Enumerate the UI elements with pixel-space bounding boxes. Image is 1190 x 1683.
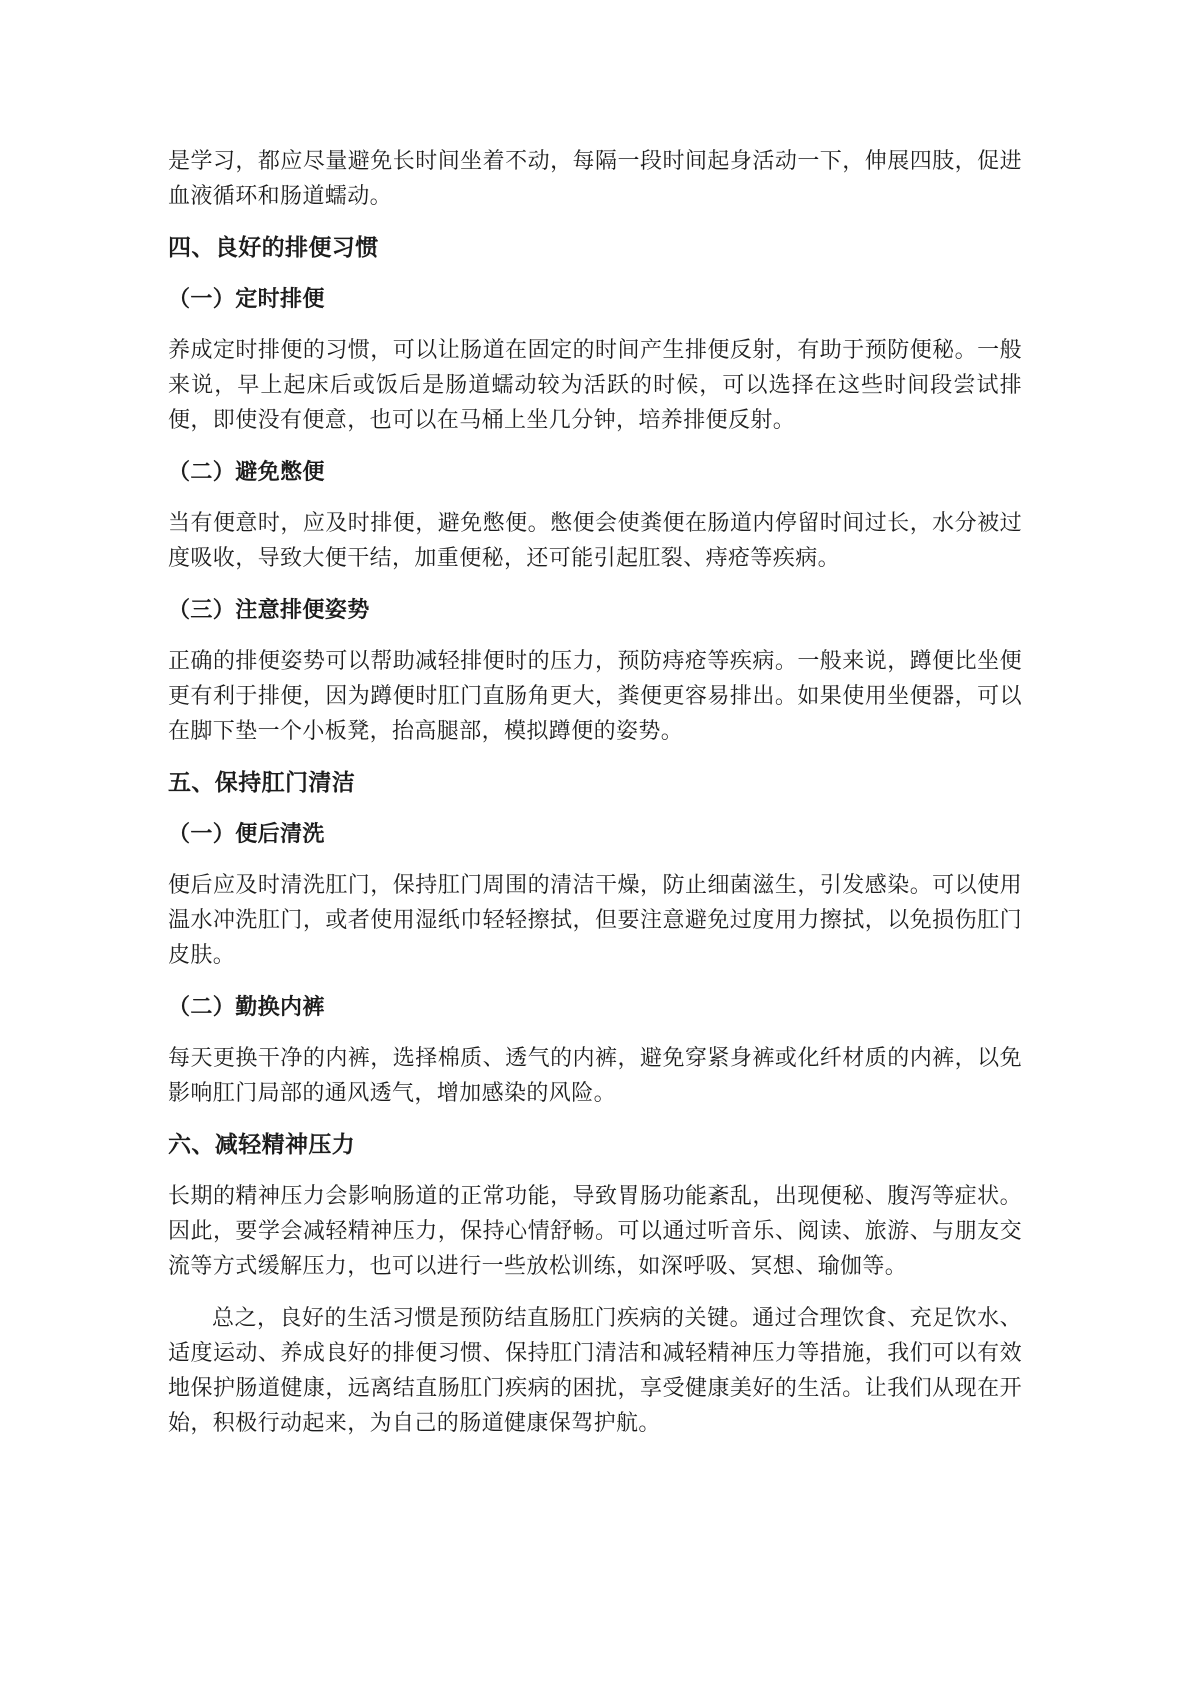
body-paragraph: 是学习，都应尽量避免长时间坐着不动，每隔一段时间起身活动一下，伸展四肢，促进血液循环和肠道蠕动。 — [168, 148, 1022, 208]
section-heading: 四、良好的排便习惯 — [168, 234, 379, 260]
subsection-heading: （二）勤换内裤 — [168, 994, 325, 1019]
body-paragraph: 当有便意时，应及时排便，避免憋便。憋便会使粪便在肠道内停留时间过长，水分被过度吸收，导致大便干结，加重便秘，还可能引起肛裂、痔疮等疾病。 — [168, 510, 1022, 570]
body-paragraph: 长期的精神压力会影响肠道的正常功能，导致胃肠功能紊乱，出现便秘、腹泻等症状。因此，要学会减轻精神压力，保持心情舒畅。可以通过听音乐、阅读、旅游、与朋友交流等方式缓解压力，也可以进行一些放松训练，如深呼吸、冥想、瑜伽等。 — [168, 1183, 1022, 1278]
summary-paragraph: 总之，良好的生活习惯是预防结直肠肛门疾病的关键。通过合理饮食、充足饮水、适度运动、养成良好的排便习惯、保持肛门清洁和减轻精神压力等措施，我们可以有效地保护肠道健康，远离结直肠肛门疾病的困扰，享受健康美好的生活。让我们从现在开始，积极行动起来，为自己的肠道健康保驾护航。 — [168, 1305, 1022, 1435]
section-heading: 五、保持肛门清洁 — [168, 769, 356, 795]
body-paragraph: 养成定时排便的习惯，可以让肠道在固定的时间产生排便反射，有助于预防便秘。一般来说，早上起床后或饭后是肠道蠕动较为活跃的时候，可以选择在这些时间段尝试排便，即使没有便意，也可以在马桶上坐几分钟，培养排便反射。 — [168, 337, 1022, 432]
body-paragraph: 正确的排便姿势可以帮助减轻排便时的压力，预防痔疮等疾病。一般来说，蹲便比坐便更有利于排便，因为蹲便时肛门直肠角更大，粪便更容易排出。如果使用坐便器，可以在脚下垫一个小板凳，抬高腿部，模拟蹲便的姿势。 — [168, 648, 1022, 743]
subsection-heading: （二）避免憋便 — [168, 459, 325, 484]
body-paragraph: 便后应及时清洗肛门，保持肛门周围的清洁干燥，防止细菌滋生，引发感染。可以使用温水冲洗肛门，或者使用湿纸巾轻轻擦拭，但要注意避免过度用力擦拭，以免损伤肛门皮肤。 — [168, 872, 1022, 967]
section-heading: 六、减轻精神压力 — [168, 1131, 356, 1157]
subsection-heading: （三）注意排便姿势 — [168, 597, 370, 622]
subsection-heading: （一）便后清洗 — [168, 821, 325, 846]
subsection-heading: （一）定时排便 — [168, 286, 325, 311]
body-paragraph: 每天更换干净的内裤，选择棉质、透气的内裤，避免穿紧身裤或化纤材质的内裤，以免影响肛门局部的通风透气，增加感染的风险。 — [168, 1045, 1022, 1105]
